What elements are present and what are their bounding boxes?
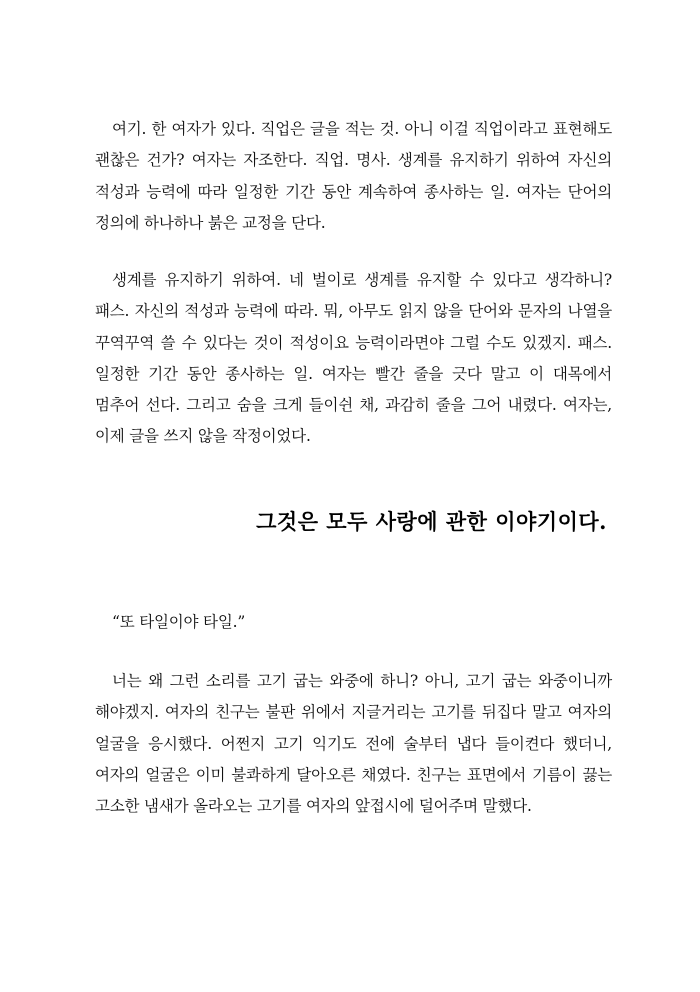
dialogue-quote: “또 타일이야 타일.” xyxy=(112,613,246,631)
paragraph-grill-scene: 너는 왜 그런 소리를 고기 굽는 와중에 하니? 아니, 고기 굽는 와중이니까 해야겠지. 여자의 친구는 불판 위에서 지글거리는 고기를 뒤집다 말고 여자의 얼굴을 응시했다. 어쩐지 고기 익기도 전에 술부터 냅다 들이켠다 했더니, 여자의 얼굴은 이미 불콰하게 달아오른 채였다. 친구는 표면에서 기름이 끓는 고소한 냄새가 올라오는 고기를 여자의 앞접시에 덜어주며 말했다. xyxy=(95,672,612,816)
paragraph-livelihood: 생계를 유지하기 위하여. 네 벌이로 생계를 유지할 수 있다고 생각하니? 패스. 자신의 적성과 능력에 따라. 뭐, 아무도 읽지 않을 단어와 문자의 나열을 꾸역꾸역 쓸 수 있다는 것이 적성이요 능력이라면야 그럴 수도 있겠지. 패스. 일정한 기간 동안 종사하는 일. 여자는 빨간 줄을 긋다 말고 이 대목에서 멈추어 선다. 그리고 숨을 크게 들이쉰 채, 과감히 줄을 그어 내렸다. 여자는, 이제 글을 쓰지 않을 작정이었다. xyxy=(95,271,612,446)
paragraph-opening: 여기. 한 여자가 있다. 직업은 글을 적는 것. 아니 이걸 직업이라고 표현해도 괜찮은 건가? 여자는 자조한다. 직업. 명사. 생계를 유지하기 위하여 자신의 적성과 능력에 따라 일정한 기간 동안 계속하여 종사하는 일. 여자는 단어의 정의에 하나하나 붉은 교정을 단다. xyxy=(95,120,612,232)
section-heading: 그것은 모두 사랑에 관한 이야기이다. xyxy=(256,509,607,534)
